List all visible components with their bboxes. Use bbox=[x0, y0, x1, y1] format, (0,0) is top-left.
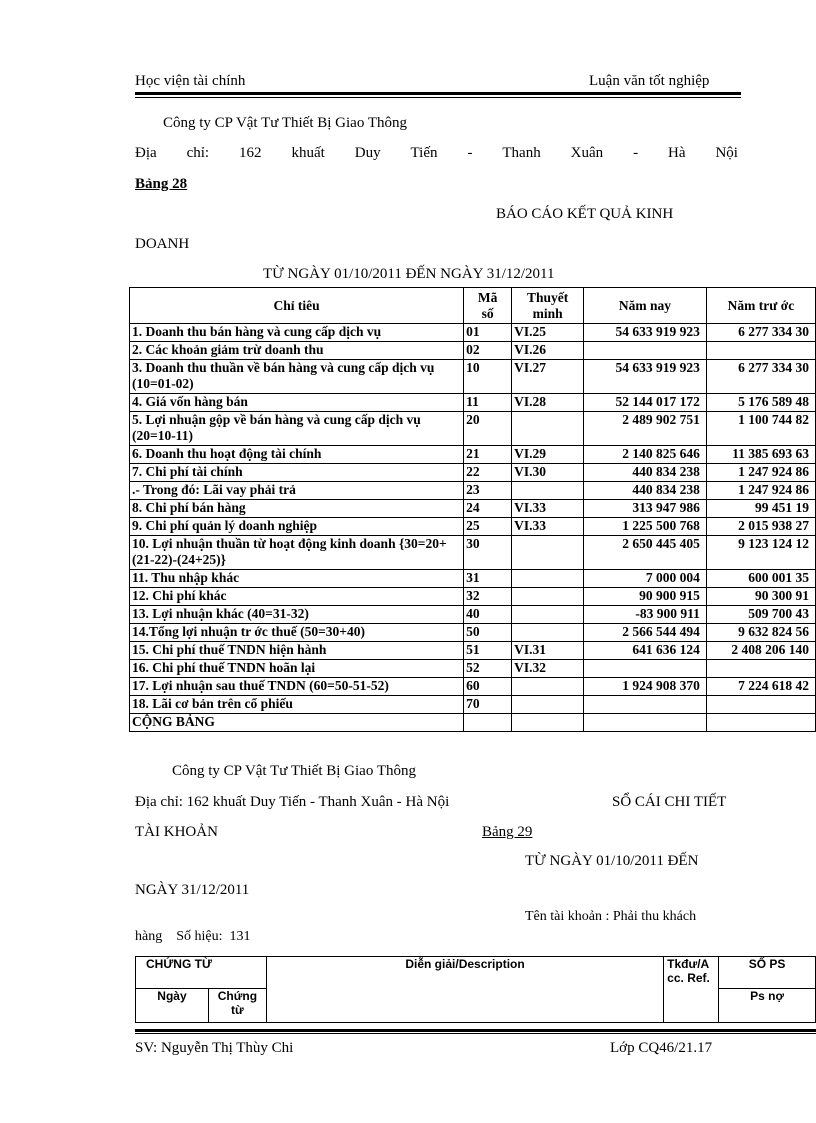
row-this-year: 54 633 919 923 bbox=[584, 360, 707, 394]
row-this-year bbox=[584, 660, 707, 678]
col-header-ma-so: Mã số bbox=[464, 288, 512, 324]
row-last-year: 2 408 206 140 bbox=[706, 642, 815, 660]
row-this-year: 2 140 825 646 bbox=[584, 446, 707, 464]
table-row bbox=[130, 500, 816, 518]
row-last-year: 2 015 938 27 bbox=[706, 518, 815, 536]
row-label: 14.Tổng lợi nhuận tr ớc thuế (50=30+40) bbox=[130, 624, 464, 642]
row-code: 52 bbox=[464, 660, 512, 678]
row-note bbox=[512, 588, 584, 606]
row-last-year: 90 300 91 bbox=[706, 588, 815, 606]
row-this-year: 313 947 986 bbox=[584, 500, 707, 518]
row-this-year: 54 633 919 923 bbox=[584, 324, 707, 342]
row-last-year bbox=[706, 714, 815, 732]
row-this-year: 2 566 544 494 bbox=[584, 624, 707, 642]
row-code: 11 bbox=[464, 394, 512, 412]
address-word: chỉ: bbox=[186, 145, 210, 161]
row-code: 01 bbox=[464, 324, 512, 342]
row-last-year: 509 700 43 bbox=[706, 606, 815, 624]
row-label: 4. Giá vốn hàng bán bbox=[130, 394, 464, 412]
report-period: TỪ NGÀY 01/10/2011 ĐẾN NGÀY 31/12/2011 bbox=[263, 266, 555, 282]
row-this-year: 2 489 902 751 bbox=[584, 412, 707, 446]
row-last-year: 600 001 35 bbox=[706, 570, 815, 588]
row-code: 25 bbox=[464, 518, 512, 536]
ledger-header-dien-giai: Diễn giải/Description bbox=[266, 957, 663, 1023]
ledger-header-tkdu: Tkđư/A cc. Ref. bbox=[664, 957, 719, 1023]
table-row bbox=[130, 482, 816, 500]
table-row bbox=[130, 624, 816, 642]
row-note: VI.26 bbox=[512, 342, 584, 360]
col-header-nam-truoc: Năm trư ớc bbox=[706, 288, 815, 324]
table-row bbox=[130, 412, 816, 446]
col-header-chi-tieu: Chỉ tiêu bbox=[130, 288, 464, 324]
table-row bbox=[130, 536, 816, 570]
row-last-year bbox=[706, 342, 815, 360]
row-note bbox=[512, 536, 584, 570]
row-note bbox=[512, 678, 584, 696]
row-note: VI.32 bbox=[512, 660, 584, 678]
row-code: 30 bbox=[464, 536, 512, 570]
row-last-year bbox=[706, 660, 815, 678]
account-name-line2: hàng Số hiệu: 131 bbox=[135, 929, 251, 944]
row-note: VI.29 bbox=[512, 446, 584, 464]
row-code: 21 bbox=[464, 446, 512, 464]
income-statement-table bbox=[129, 287, 816, 732]
row-label: .- Trong đó: Lãi vay phải trả bbox=[130, 482, 464, 500]
row-note: VI.25 bbox=[512, 324, 584, 342]
row-this-year: 641 636 124 bbox=[584, 642, 707, 660]
ledger-period-line2: NGÀY 31/12/2011 bbox=[135, 882, 250, 898]
row-note bbox=[512, 714, 584, 732]
row-last-year: 7 224 618 42 bbox=[706, 678, 815, 696]
table-row bbox=[130, 678, 816, 696]
row-code: 32 bbox=[464, 588, 512, 606]
table-row bbox=[130, 588, 816, 606]
address-word: Hà bbox=[668, 145, 686, 161]
account-name-line1: Tên tài khoản : Phải thu khách bbox=[525, 909, 697, 924]
footer-rule bbox=[135, 1029, 816, 1032]
table-row bbox=[130, 714, 816, 732]
row-code: 22 bbox=[464, 464, 512, 482]
row-last-year: 1 247 924 86 bbox=[706, 464, 815, 482]
row-note: VI.28 bbox=[512, 394, 584, 412]
row-label: 11. Thu nhập khác bbox=[130, 570, 464, 588]
row-this-year: 440 834 238 bbox=[584, 482, 707, 500]
table-row bbox=[130, 696, 816, 714]
row-this-year: 1 225 500 768 bbox=[584, 518, 707, 536]
row-code: 31 bbox=[464, 570, 512, 588]
row-last-year bbox=[706, 696, 815, 714]
report-title-line1: BÁO CÁO KẾT QUẢ KINH bbox=[496, 206, 674, 222]
row-this-year: -83 900 911 bbox=[584, 606, 707, 624]
row-last-year: 11 385 693 63 bbox=[706, 446, 815, 464]
address-word: Địa bbox=[135, 145, 157, 161]
row-note: VI.33 bbox=[512, 500, 584, 518]
row-label: 12. Chi phí khác bbox=[130, 588, 464, 606]
company-address bbox=[135, 145, 738, 162]
address-word: Xuân bbox=[570, 145, 604, 161]
row-label: 8. Chi phí bán hàng bbox=[130, 500, 464, 518]
footer-right: Lớp CQ46/21.17 bbox=[610, 1040, 713, 1056]
table-row bbox=[130, 342, 816, 360]
row-code: 60 bbox=[464, 678, 512, 696]
row-label: 16. Chi phí thuế TNDN hoãn lại bbox=[130, 660, 464, 678]
table-row bbox=[130, 360, 816, 394]
ledger-title-part2: TÀI KHOẢN bbox=[135, 824, 218, 840]
ledger-header-so-ps: SỐ PS bbox=[719, 957, 816, 989]
table-row bbox=[130, 464, 816, 482]
row-code: 02 bbox=[464, 342, 512, 360]
report-title-line2: DOANH bbox=[135, 236, 190, 252]
row-note bbox=[512, 696, 584, 714]
address-word: - bbox=[467, 145, 473, 161]
table-row bbox=[130, 570, 816, 588]
row-label: CỘNG BẢNG bbox=[130, 714, 464, 732]
row-this-year: 90 900 915 bbox=[584, 588, 707, 606]
row-note bbox=[512, 624, 584, 642]
row-this-year bbox=[584, 696, 707, 714]
row-label: 15. Chi phí thuế TNDN hiện hành bbox=[130, 642, 464, 660]
row-code: 50 bbox=[464, 624, 512, 642]
row-label: 13. Lợi nhuận khác (40=31-32) bbox=[130, 606, 464, 624]
table-row bbox=[130, 324, 816, 342]
row-this-year: 1 924 908 370 bbox=[584, 678, 707, 696]
row-code bbox=[464, 714, 512, 732]
row-note: VI.33 bbox=[512, 518, 584, 536]
address-word: Nội bbox=[715, 145, 738, 161]
table-row bbox=[130, 606, 816, 624]
row-label: 2. Các khoản giảm trừ doanh thu bbox=[130, 342, 464, 360]
row-last-year: 99 451 19 bbox=[706, 500, 815, 518]
table-row bbox=[130, 660, 816, 678]
row-this-year bbox=[584, 714, 707, 732]
col-header-nam-nay: Năm nay bbox=[584, 288, 707, 324]
row-last-year: 1 100 744 82 bbox=[706, 412, 815, 446]
footer-left: SV: Nguyễn Thị Thùy Chi bbox=[135, 1040, 294, 1056]
ledger-title-part1: SỔ CÁI CHI TIẾT bbox=[612, 794, 727, 810]
row-code: 40 bbox=[464, 606, 512, 624]
company-address-2: Địa chỉ: 162 khuất Duy Tiến - Thanh Xuân - Hà Nội bbox=[135, 794, 450, 810]
address-word: Tiến bbox=[410, 145, 438, 161]
row-label: 17. Lợi nhuận sau thuế TNDN (60=50-51-52) bbox=[130, 678, 464, 696]
row-label: 9. Chi phí quản lý doanh nghiệp bbox=[130, 518, 464, 536]
row-this-year: 440 834 238 bbox=[584, 464, 707, 482]
ledger-header-chung-tu-sub: Chứng từ bbox=[208, 989, 266, 1023]
row-label: 3. Doanh thu thuần về bán hàng và cung cấp dịch vụ (10=01-02) bbox=[130, 360, 464, 394]
row-code: 23 bbox=[464, 482, 512, 500]
table-row bbox=[130, 518, 816, 536]
ledger-header-ngay: Ngày bbox=[136, 989, 209, 1023]
row-this-year bbox=[584, 342, 707, 360]
row-this-year: 52 144 017 172 bbox=[584, 394, 707, 412]
row-label: 10. Lợi nhuận thuần từ hoạt động kinh doanh {30=20+(21-22)-(24+25)} bbox=[130, 536, 464, 570]
ledger-header-chung-tu: CHỨNG TỪ bbox=[136, 957, 267, 989]
table-row bbox=[130, 446, 816, 464]
header-left: Học viện tài chính bbox=[135, 73, 246, 89]
row-note bbox=[512, 412, 584, 446]
row-code: 20 bbox=[464, 412, 512, 446]
row-last-year: 9 632 824 56 bbox=[706, 624, 815, 642]
row-code: 51 bbox=[464, 642, 512, 660]
ledger-header-ps-no: Ps nợ bbox=[719, 989, 816, 1023]
row-note: VI.30 bbox=[512, 464, 584, 482]
address-word: - bbox=[633, 145, 639, 161]
row-label: 7. Chi phí tài chính bbox=[130, 464, 464, 482]
row-label: 1. Doanh thu bán hàng và cung cấp dịch vụ bbox=[130, 324, 464, 342]
company-name: Công ty CP Vật Tư Thiết Bị Giao Thông bbox=[163, 115, 407, 131]
row-this-year: 7 000 004 bbox=[584, 570, 707, 588]
address-word: khuất bbox=[291, 145, 325, 161]
row-last-year: 6 277 334 30 bbox=[706, 324, 815, 342]
row-last-year: 5 176 589 48 bbox=[706, 394, 815, 412]
row-last-year: 6 277 334 30 bbox=[706, 360, 815, 394]
table28-label: Bảng 28 bbox=[135, 176, 188, 192]
row-label: 18. Lãi cơ bản trên cổ phiếu bbox=[130, 696, 464, 714]
header-rule bbox=[135, 92, 741, 95]
address-word: 162 bbox=[239, 145, 262, 161]
row-note bbox=[512, 570, 584, 588]
header-rule-thin bbox=[135, 97, 741, 98]
address-word: Thanh bbox=[502, 145, 541, 161]
col-header-thuyet-minh: Thuyết minh bbox=[512, 288, 584, 324]
row-note bbox=[512, 606, 584, 624]
row-this-year: 2 650 445 405 bbox=[584, 536, 707, 570]
row-note: VI.31 bbox=[512, 642, 584, 660]
ledger-period-line1: TỪ NGÀY 01/10/2011 ĐẾN bbox=[525, 853, 699, 869]
row-last-year: 1 247 924 86 bbox=[706, 482, 815, 500]
table-row bbox=[130, 642, 816, 660]
row-label: 6. Doanh thu hoạt động tài chính bbox=[130, 446, 464, 464]
row-label: 5. Lợi nhuận gộp về bán hàng và cung cấp dịch vụ (20=10-11) bbox=[130, 412, 464, 446]
row-last-year: 9 123 124 12 bbox=[706, 536, 815, 570]
row-code: 70 bbox=[464, 696, 512, 714]
company-name-2: Công ty CP Vật Tư Thiết Bị Giao Thông bbox=[172, 763, 416, 779]
address-word: Duy bbox=[354, 145, 381, 161]
row-code: 24 bbox=[464, 500, 512, 518]
table29-label: Bảng 29 bbox=[482, 824, 533, 840]
row-code: 10 bbox=[464, 360, 512, 394]
row-note bbox=[512, 482, 584, 500]
table-row bbox=[130, 394, 816, 412]
ledger-table bbox=[135, 956, 816, 1023]
footer-rule-thin bbox=[135, 1033, 816, 1034]
row-note: VI.27 bbox=[512, 360, 584, 394]
header-right: Luận văn tốt nghiệp bbox=[589, 73, 710, 89]
